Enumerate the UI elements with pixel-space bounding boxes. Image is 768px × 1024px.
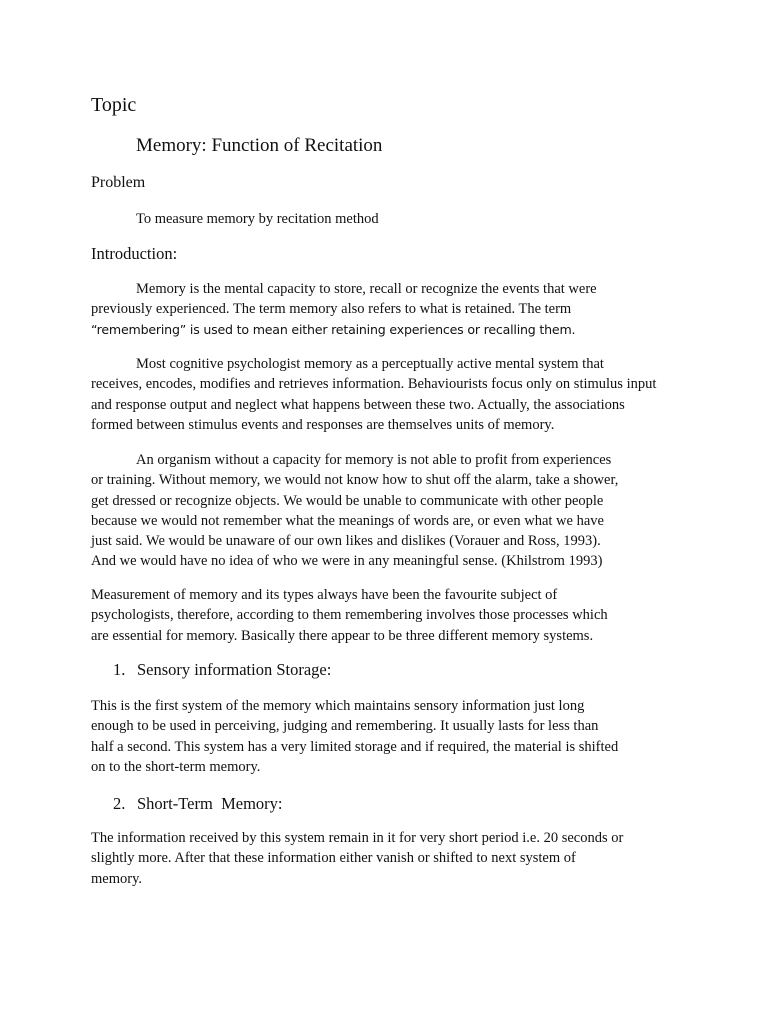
- paragraph-line: get dressed or recognize objects. We would be unable to communicate with other people: [91, 492, 604, 509]
- paragraph-line: And we would have no idea of who we were in any meaningful sense. (Khilstrom 1993): [91, 553, 603, 570]
- paragraph-line: “remembering” is used to mean either retaining experiences or recalling them.: [91, 321, 576, 337]
- paragraph-line: This is the first system of the memory which maintains sensory information just long: [91, 698, 585, 714]
- paragraph-line: just said. We would be unaware of our own likes and dislikes (Vorauer and Ross, 1993).: [91, 533, 601, 550]
- paragraph-line: Measurement of memory and its types always have been the favourite subject of: [91, 587, 558, 603]
- section-1-heading: [113, 660, 331, 680]
- paragraph-line: on to the short-term memory.: [91, 758, 261, 775]
- introduction-heading: Introduction:: [91, 244, 178, 263]
- intro-paragraph-3: [91, 450, 618, 572]
- section-2-paragraph: [91, 828, 623, 889]
- paragraph-line: half a second. This system has a very limited storage and if required, the material is shifted: [91, 738, 619, 755]
- list-heading-text: Sensory information Storage:: [137, 660, 332, 679]
- problem-statement: To measure memory by recitation method: [136, 211, 379, 227]
- paragraph-line: or training. Without memory, we would not know how to shut off the alarm, take a shower,: [91, 472, 619, 489]
- intro-paragraph-4: [91, 585, 608, 646]
- topic-heading: Topic: [91, 94, 137, 116]
- paragraph-line: and response output and neglect what happens between these two. Actually, the associations: [91, 396, 625, 413]
- problem-heading: Problem: [91, 174, 146, 191]
- paragraph-line: receives, encodes, modifies and retrieves information. Behaviourists focus only on stimulus input: [91, 376, 657, 393]
- paragraph-line: previously experienced. The term memory also refers to what is retained. The term: [91, 301, 572, 318]
- paragraph-line: An organism without a capacity for memory is not able to profit from experiences: [136, 452, 612, 468]
- paragraph-line: Most cognitive psychologist memory as a perceptually active mental system that: [136, 356, 604, 372]
- section-2-heading: [113, 794, 283, 814]
- document-title: Memory: Function of Recitation: [136, 135, 383, 156]
- paragraph-line: enough to be used in perceiving, judging and remembering. It usually lasts for less than: [91, 718, 599, 735]
- section-1-paragraph: [91, 696, 618, 777]
- paragraph-line: formed between stimulus events and responses are themselves units of memory.: [91, 416, 555, 433]
- list-number: 2.: [113, 794, 126, 813]
- intro-paragraph-2: [91, 354, 656, 435]
- paragraph-line: psychologists, therefore, according to them remembering involves those processes which: [91, 607, 608, 624]
- paragraph-line: because we would not remember what the meanings of words are, or even what we have: [91, 512, 604, 529]
- list-heading-text: Short-Term Memory:: [137, 794, 283, 813]
- list-number: 1.: [113, 660, 126, 679]
- paragraph-line: The information received by this system remain in it for very short period i.e. 20 seconds or: [91, 830, 624, 846]
- paragraph-line: Memory is the mental capacity to store, recall or recognize the events that were: [136, 281, 597, 297]
- paragraph-line: are essential for memory. Basically there appear to be three different memory systems.: [91, 627, 594, 644]
- intro-paragraph-1: [91, 279, 597, 340]
- paragraph-line: slightly more. After that these information either vanish or shifted to next system of: [91, 850, 576, 867]
- paragraph-line: memory.: [91, 870, 143, 887]
